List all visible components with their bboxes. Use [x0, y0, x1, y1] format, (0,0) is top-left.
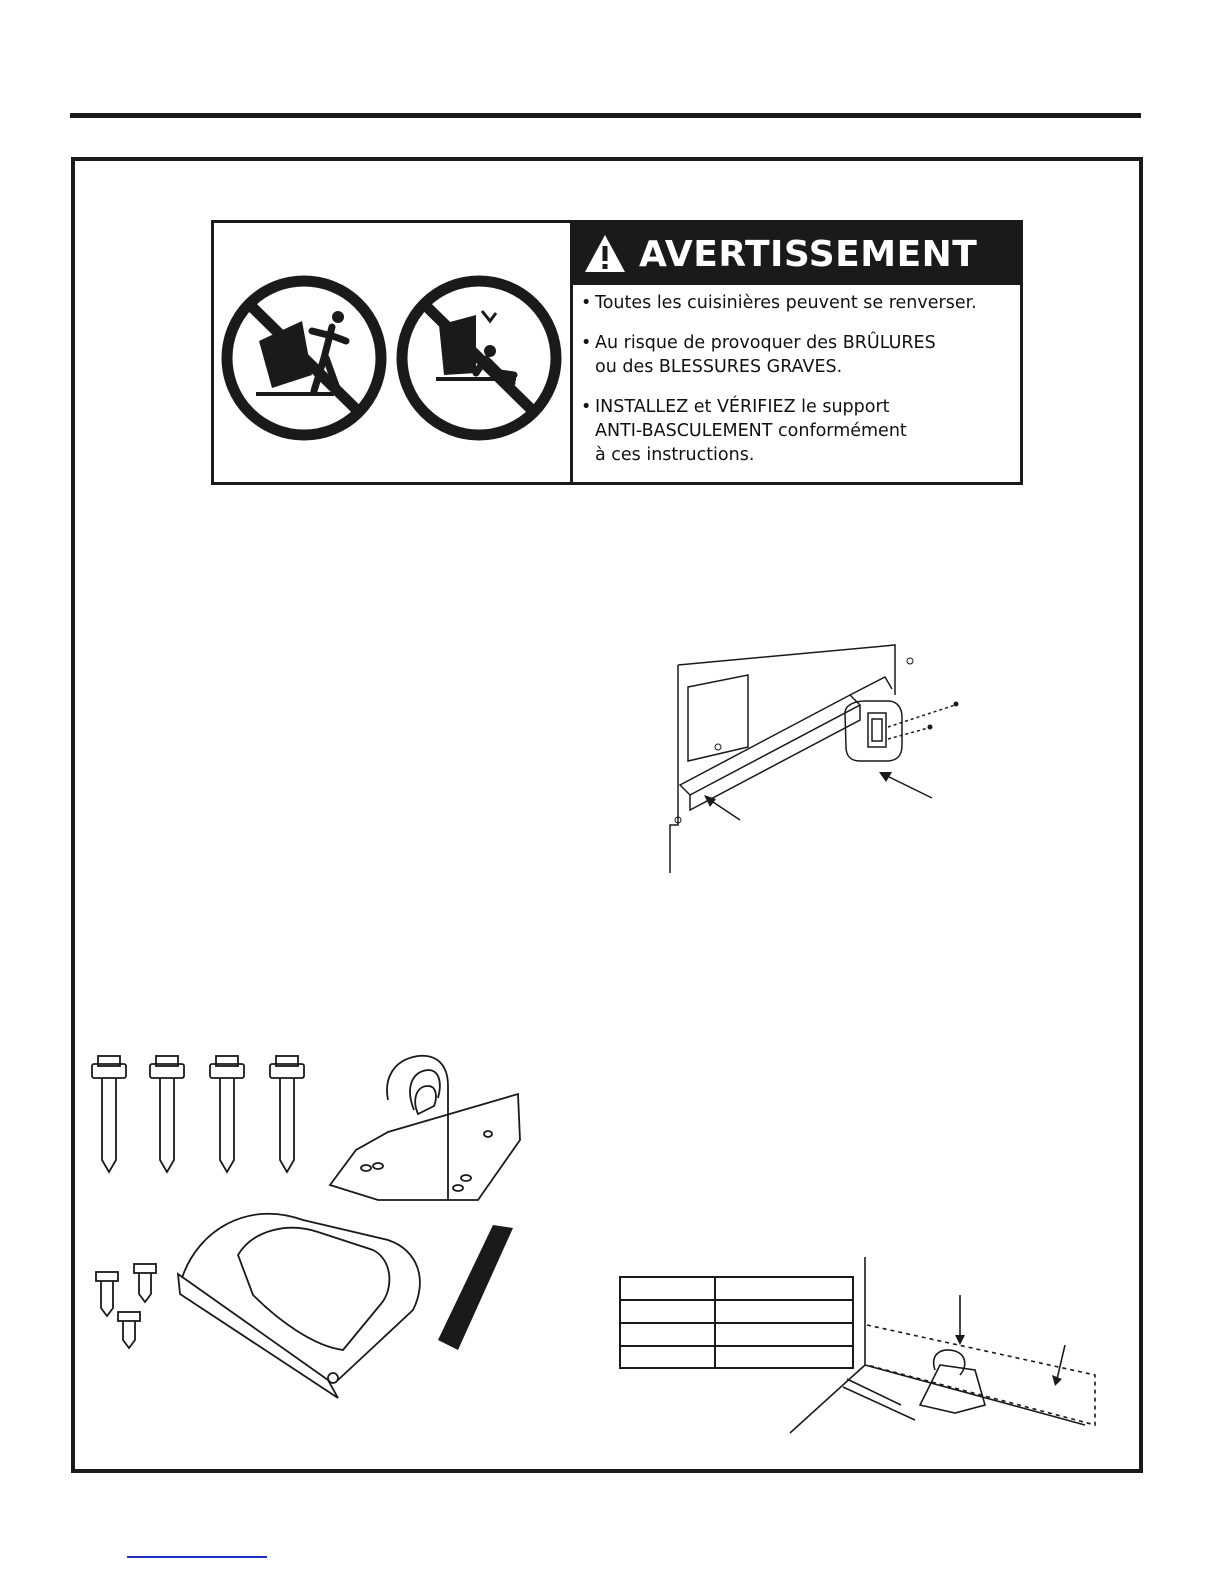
no-child-climbing-icon: [402, 281, 556, 435]
warning-pictograms: [214, 223, 570, 482]
no-tip-over-icon: [227, 281, 381, 435]
dimension-table-grid: [620, 1277, 853, 1368]
warning-item: • Au risque de provoquer des BRÛLURES ou des BLESSURES GRAVES.: [581, 333, 936, 377]
template-strip-icon: [438, 1225, 513, 1350]
warning-item: • INSTALLEZ et VÉRIFIEZ le support ANTI-BASCULEMENT conformément à ces instructions.: [581, 397, 907, 465]
warning-header: [573, 223, 1020, 285]
long-screw-icon: [150, 1056, 184, 1172]
anti-tip-foot-icon: [178, 1214, 420, 1398]
short-screw-icon: [96, 1264, 156, 1348]
warning-item: • Toutes les cuisinières peuvent se renverser.: [581, 293, 977, 313]
range-rear-anti-tip-foot-figure: [660, 635, 960, 880]
long-screw-icon: [92, 1056, 126, 1172]
long-screw-icon: [210, 1056, 244, 1172]
warning-list: [581, 291, 1021, 483]
footer-link-underline[interactable]: [127, 1556, 267, 1558]
wall-bracket-installation-figure: [615, 1255, 1105, 1440]
top-rule: [70, 113, 1141, 118]
warning-title: AVERTISSEMENT: [639, 233, 978, 275]
anti-tip-kit-parts-figure: [88, 1050, 533, 1410]
alert-triangle-icon: [583, 232, 627, 276]
long-screw-icon: [270, 1056, 304, 1172]
wall-bracket-icon: [330, 1056, 520, 1200]
warning-label: [211, 220, 1023, 485]
